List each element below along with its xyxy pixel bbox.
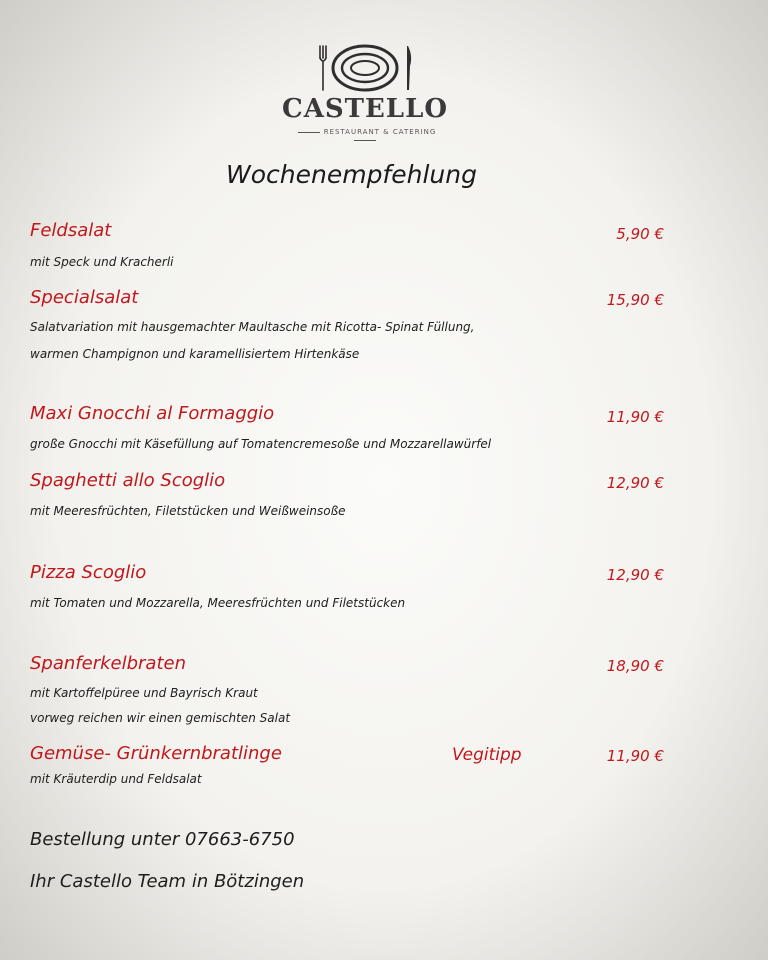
brand-subtitle: RESTAURANT & CATERING <box>282 128 448 144</box>
menu-item-description: mit Kräuterdip und Feldsalat <box>30 772 202 786</box>
team-signature: Ihr Castello Team in Bötzingen <box>30 871 305 892</box>
vegitipp-badge: Vegitipp <box>452 745 522 765</box>
menu-item-name: Feldsalat <box>30 220 112 241</box>
menu-item-price: 15,90 € <box>606 291 664 309</box>
menu-item-description: mit Speck und Kracherli <box>30 255 174 269</box>
menu-item-description: mit Meeresfrüchten, Filetstücken und Weißweinsoße <box>30 504 346 518</box>
menu-item-description: mit Kartoffelpüree und Bayrisch Kraut <box>30 686 258 700</box>
menu-item-price: 12,90 € <box>606 474 664 492</box>
menu-item-name: Specialsalat <box>30 287 139 308</box>
menu-item-price: 12,90 € <box>606 566 664 584</box>
menu-item-name: Pizza Scoglio <box>30 562 147 583</box>
menu-item-name: Gemüse- Grünkernbratlinge <box>30 743 282 764</box>
menu-heading: Wochenempfehlung <box>226 160 477 189</box>
order-phone: Bestellung unter 07663-6750 <box>30 829 295 850</box>
menu-item-price: 11,90 € <box>606 408 664 426</box>
menu-item-name: Spaghetti allo Scoglio <box>30 470 226 491</box>
brand-name: CASTELLO <box>282 94 449 124</box>
menu-item-name: Maxi Gnocchi al Formaggio <box>30 403 275 424</box>
menu-item-price: 5,90 € <box>616 225 664 243</box>
menu-item-description: große Gnocchi mit Käsefüllung auf Tomatencremesoße und Mozzarellawürfel <box>30 437 492 451</box>
castello-logo <box>282 42 448 138</box>
menu-item-price: 18,90 € <box>606 657 664 675</box>
menu-item-description: mit Tomaten und Mozzarella, Meeresfrüchten und Filetstücken <box>30 596 406 610</box>
menu-item-description: vorweg reichen wir einen gemischten Salat <box>30 711 291 725</box>
menu-item-description: warmen Champignon und karamellisiertem Hirtenkäse <box>30 347 360 361</box>
menu-item-description: Salatvariation mit hausgemachter Maultasche mit Ricotta- Spinat Füllung, <box>30 320 475 334</box>
plate-cutlery-icon <box>312 42 418 96</box>
menu-item-price: 11,90 € <box>606 747 664 765</box>
menu-item-name: Spanferkelbraten <box>30 653 186 674</box>
